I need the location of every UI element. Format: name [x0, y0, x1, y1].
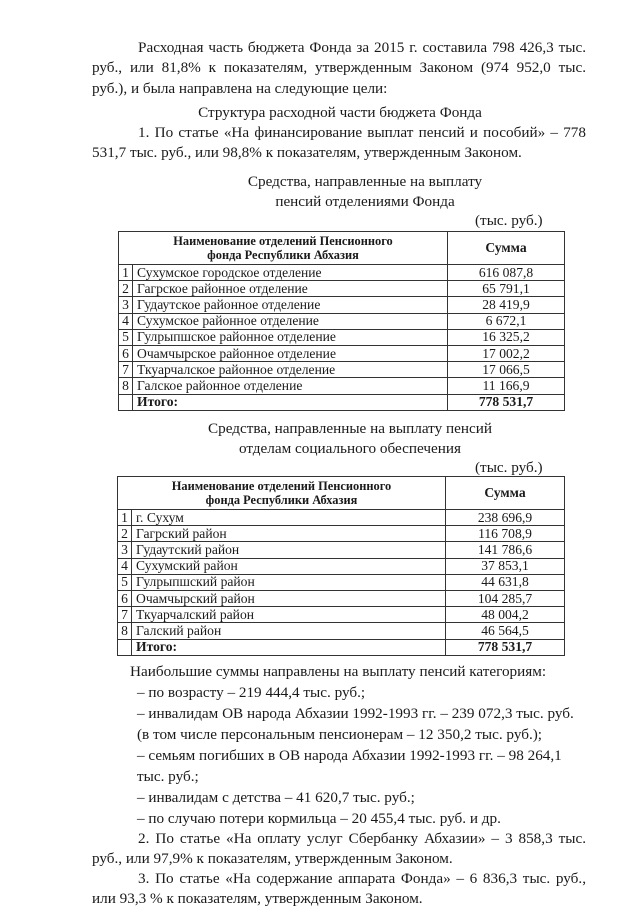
table2-title-line1: Средства, направленные на выплату пенсий: [207, 420, 492, 437]
structure-item-2: 2. По статье «На оплату услуг Сбербанку Абхазии» – 3 858,3 тыс. руб., или 97,9% к показателям, утвержденным Законом.: [92, 830, 586, 868]
table1-header-name: Наименование отделений Пенсионного фонда Республики Абхазия: [119, 232, 448, 265]
table-row: 5 Гулрыпшское районное отделение 16 325,2: [119, 329, 565, 345]
table1-header-sum: Сумма: [448, 232, 565, 265]
table1-title-line2: пенсий отделениями Фонда: [275, 193, 455, 210]
table-row: 7 Ткуарчалское районное отделение 17 066,5: [119, 362, 565, 378]
intro-paragraph: Расходная часть бюджета Фонда за 2015 г. составила 798 426,3 тыс. руб., или 81,8% к показателям, утвержденным Законом (974 952,0 тыс. руб.), и была направлена на следующие цели:: [92, 39, 586, 97]
table1-title-line1: Средства, направленные на выплату: [247, 173, 483, 190]
table2-social-departments: [117, 476, 565, 656]
category-line: тыс. руб.;: [137, 768, 199, 785]
table-row: 2 Гагрское районное отделение 65 791,1: [119, 281, 565, 297]
table-row: 6 Очамчырский район 104 285,7: [118, 590, 565, 606]
category-line: – инвалидам с детства – 41 620,7 тыс. руб.;: [137, 789, 415, 806]
table1-total-row: Итого: 778 531,7: [119, 394, 565, 410]
category-line: – семьям погибших в ОВ народа Абхазии 1992-1993 гг. – 98 264,1: [137, 747, 562, 764]
table1-unit: (тыс. руб.): [475, 212, 543, 229]
table2-header-sum: Сумма: [446, 477, 565, 510]
table-row: 3 Гудаутский район 141 786,6: [118, 542, 565, 558]
table-row: 5 Гулрыпшский район 44 631,8: [118, 574, 565, 590]
table-row: 4 Сухумское районное отделение 6 672,1: [119, 313, 565, 329]
structure-item-1: 1. По статье «На финансирование выплат пенсий и пособий» – 778 531,7 тыс. руб., или 98,8% к показателям, утвержденным Законом.: [92, 124, 586, 162]
table2-header-row: [118, 477, 565, 510]
table2-unit: (тыс. руб.): [475, 459, 543, 476]
table-row: 1 г. Сухум 238 696,9: [118, 510, 565, 526]
structure-item-3: 3. По статье «На содержание аппарата Фонда» – 6 836,3 тыс. руб., или 93,3 % к показателям, утвержденным Законом.: [92, 870, 586, 908]
category-line: – инвалидам ОВ народа Абхазии 1992-1993 гг. – 239 072,3 тыс. руб.: [137, 705, 574, 722]
table-row: 1 Сухумское городское отделение 616 087,8: [119, 265, 565, 281]
table-row: 7 Ткуарчалский район 48 004,2: [118, 607, 565, 623]
table1-branches: [118, 231, 565, 411]
table-row: 3 Гудаутское районное отделение 28 419,9: [119, 297, 565, 313]
structure-heading: Структура расходной части бюджета Фонда: [198, 104, 482, 121]
table-row: 6 Очамчырское районное отделение 17 002,2: [119, 345, 565, 361]
table-row: 2 Гагрский район 116 708,9: [118, 526, 565, 542]
table2-header-name: Наименование отделений Пенсионного фонда Республики Абхазия: [118, 477, 446, 510]
table2-title-line2: отделам социального обеспечения: [238, 440, 462, 457]
category-line: – по случаю потери кормильца – 20 455,4 тыс. руб. и др.: [137, 810, 501, 827]
table-row: 8 Галский район 46 564,5: [118, 623, 565, 639]
category-line: (в том числе персональным пенсионерам – 12 350,2 тыс. руб.);: [137, 726, 543, 743]
categories-heading: Наибольшие суммы направлены на выплату пенсий категориям:: [130, 663, 547, 680]
table-row: 4 Сухумский район 37 853,1: [118, 558, 565, 574]
category-line: – по возрасту – 219 444,4 тыс. руб.;: [137, 684, 366, 701]
table1-header-row: [119, 232, 565, 265]
table-row: 8 Галское районное отделение 11 166,9: [119, 378, 565, 394]
table2-total-row: Итого: 778 531,7: [118, 639, 565, 655]
